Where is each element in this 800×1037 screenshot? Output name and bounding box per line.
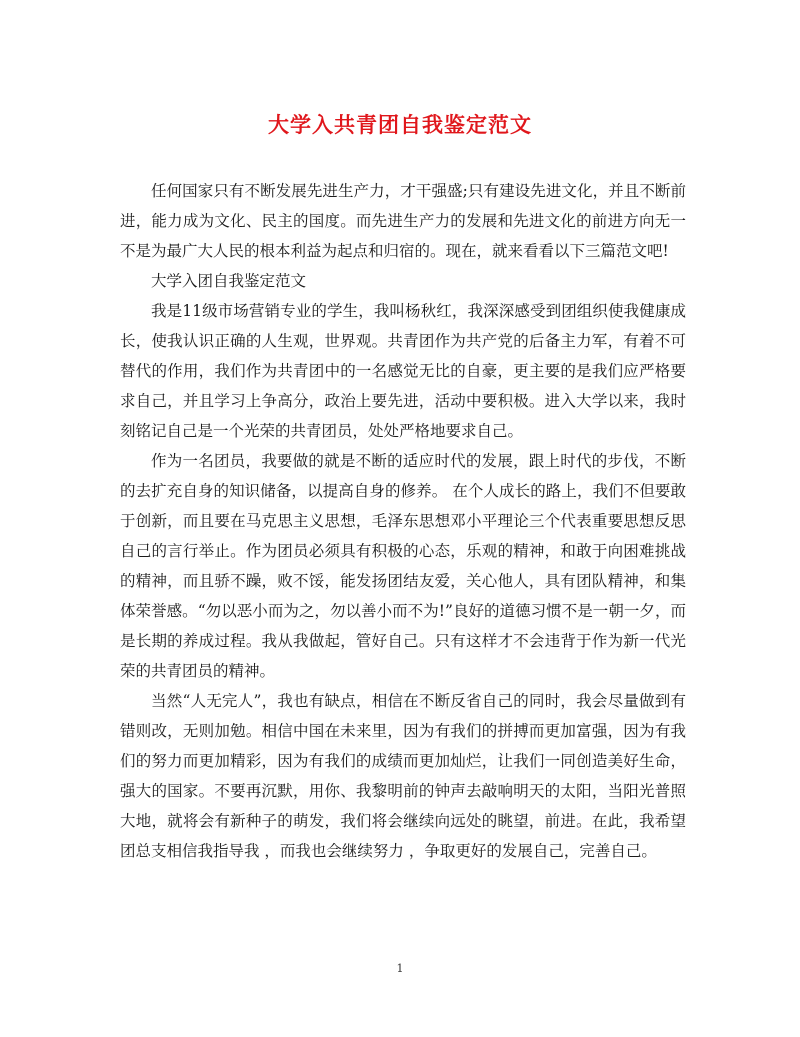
section-heading: 大学入团自我鉴定范文 [151, 272, 307, 290]
body-paragraph-2: 作为一名团员，我要做的就是不断的适应时代的发展，跟上时代的步伐，不断的去扩充自身的知识储备，以提高自身的修养。 在个人成长的路上，我们不但要敢于创新，而且要在马克思主义思想，毛泽东思想邓小平理论三个代表重要思想反思自己的言行举止。作为团员必须具有积极的心态，乐观的精神，和敢于向困难挑战的精神，而且骄不躁，败不馁，能发扬团结友爱，关心他人，具有团队精神，和集体荣誉感。“勿以恶小而为之，勿以善小而不为!”良好的道德习惯不是一朝一夕，而是长期的养成过程。我从我做起，管好自己。只有这样才不会违背于作为新一代光荣的共青团员的精神。 [120, 452, 686, 680]
body-paragraph-3: 当然“人无完人”，我也有缺点，相信在不断反省自己的同时，我会尽量做到有错则改，无则加勉。相信中国在未来里，因为有我们的拼搏而更加富强，因为有我们的努力而更加精彩，因为有我们的成绩而更加灿烂，让我们一同创造美好生命，强大的国家。不要再沉默，用你、我黎明前的钟声去敲响明天的太阳，当阳光普照大地，就将会有新种子的萌发，我们将会继续向远处的眺望，前进。在此，我希望团总支相信我指导我 ，而我也会继续努力 ，争取更好的发展自己，完善自己。 [120, 692, 686, 860]
page-number: 1 [396, 962, 404, 975]
document-title: 大学入共青团自我鉴定范文 [268, 112, 532, 137]
document-body [120, 176, 686, 866]
body-paragraph-1: 我是11级市场营销专业的学生，我叫杨秋红，我深深感受到团组织使我健康成长，使我认识正确的人生观，世界观。共青团作为共产党的后备主力军，有着不可替代的作用，我们作为共青团中的一名感觉无比的自豪，更主要的是我们应严格要求自己，并且学习上争高分，政治上要先进，活动中要积极。进入大学以来，我时刻铭记自己是一个光荣的共青团员，处处严格地要求自己。 [120, 302, 686, 440]
intro-paragraph: 任何国家只有不断发展先进生产力，才干强盛;只有建设先进文化，并且不断前进，能力成为文化、民主的国度。而先进生产力的发展和先进文化的前进方向无一不是为最广大人民的根本利益为起点和归宿的。现在，就来看看以下三篇范文吧! [120, 182, 686, 260]
